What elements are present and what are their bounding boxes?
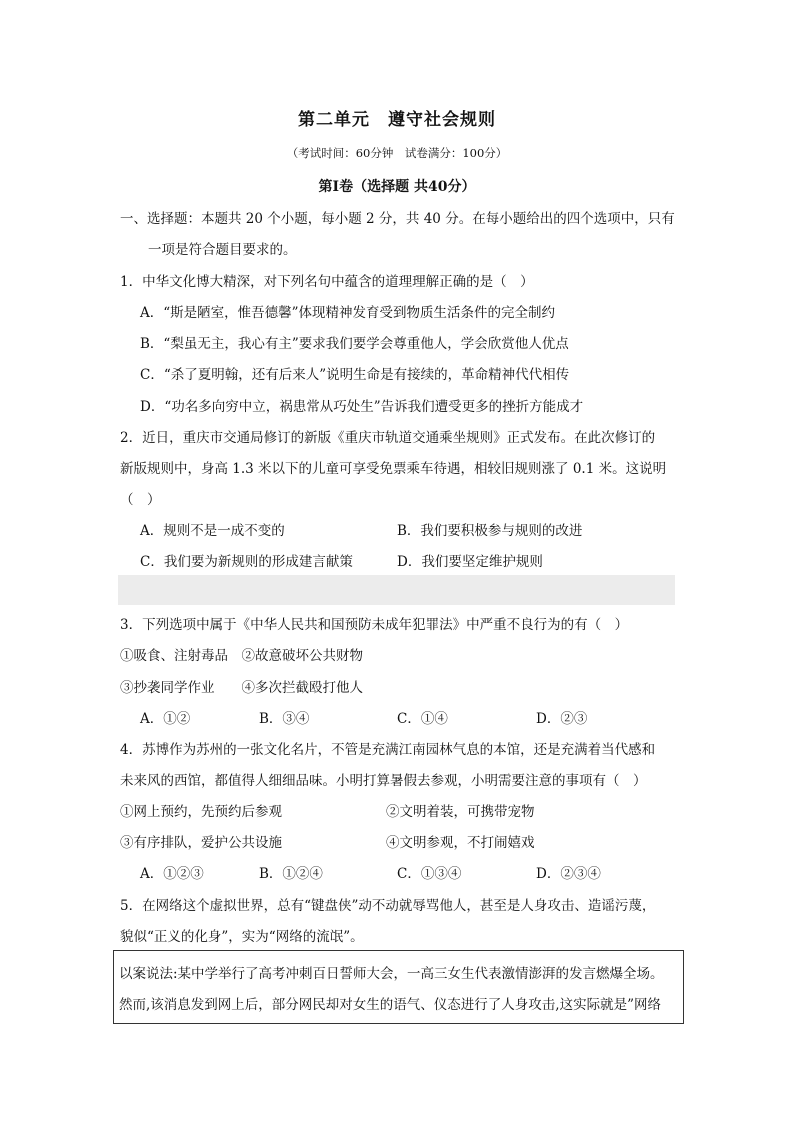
question-4-option-d: D．②③④ (536, 866, 601, 882)
instructions-line-2: 一项是符合题目要求的。 (148, 242, 297, 258)
exam-info: （考试时间：60分钟 试卷满分：100分） (286, 146, 508, 160)
question-4-item-4: ④文明参观，不打闹嬉戏 (386, 835, 535, 851)
question-4-option-a: A．①②③ (140, 866, 204, 882)
question-1-option-a: A．“斯是陋室，惟吾德馨”体现精神发育受到物质生活条件的完全制约 (140, 305, 556, 321)
question-2-option-a: A．规则不是一成不变的 (140, 523, 285, 539)
question-3-stem: 3．下列选项中属于《中华人民共和国预防未成年犯罪法》中严重不良行为的有（ ） (120, 617, 629, 633)
question-4-stem-line-1: 4．苏博作为苏州的一张文化名片，不管是充满江南园林气息的本馆，还是充满着当代感和 (120, 742, 656, 758)
blank-separator (118, 575, 675, 605)
question-2-answer-bracket: （ ） (120, 492, 161, 508)
section-heading: 第Ⅰ卷（选择题 共40分） (318, 179, 476, 195)
case-material-line-2: 然而,该消息发到网上后，部分网民却对女生的语气、仪态进行了人身攻击,这实际就是”网络 (119, 997, 661, 1013)
question-5-stem-line-2: 貌似“正义的化身”，实为“网络的流氓”。 (120, 929, 364, 945)
question-4-option-b: B．①②④ (259, 866, 323, 882)
question-1-option-d: D．“功名多向穷中立，祸患常从巧处生”告诉我们遭受更多的挫折方能成才 (140, 399, 584, 415)
instructions-line-1: 一、选择题：本题共 20 个小题，每小题 2 分，共 40 分。在每小题给出的四个选项中，只有 (120, 211, 675, 227)
question-1-option-c: C．“杀了夏明翰，还有后来人”说明生命是有接续的，革命精神代代相传 (140, 367, 570, 383)
question-2-option-b: B．我们要积极参与规则的改进 (397, 523, 583, 539)
question-4-stem-line-2: 未来风的西馆，都值得人细细品味。小明打算暑假去参观，小明需要注意的事项有（ ） (120, 773, 647, 789)
question-1-option-b: B．“梨虽无主，我心有主”要求我们要学会尊重他人，学会欣赏他人优点 (140, 336, 569, 352)
question-3-option-c: C．①④ (397, 711, 448, 727)
question-5-stem-line-1: 5．在网络这个虚拟世界，总有“键盘侠”动不动就辱骂他人，甚至是人身攻击、造谣污蔑， (120, 898, 656, 914)
page-title: 第二单元 遵守社会规则 (298, 110, 496, 130)
question-2-stem-line-2: 新版规则中，身高 1.3 米以下的儿童可享受免票乘车待遇，相较旧规则涨了 0.1 米。这说明 (120, 461, 667, 477)
question-1-stem: 1．中华文化博大精深，对下列名句中蕴含的道理理解正确的是（ ） (120, 274, 534, 290)
question-3-option-b: B．③④ (259, 711, 310, 727)
question-3-items-line-1: ①吸食、注射毒品 ②故意破坏公共财物 (120, 648, 363, 664)
question-3-option-a: A．①② (140, 711, 191, 727)
question-4-option-c: C．①③④ (397, 866, 462, 882)
question-4-item-2: ②文明着装，可携带宠物 (386, 804, 535, 820)
question-2-option-d: D．我们要坚定维护规则 (397, 554, 543, 570)
question-4-item-1: ①网上预约，先预约后参观 (120, 804, 282, 820)
question-3-option-d: D．②③ (536, 711, 588, 727)
case-material-line-1: 以案说法:某中学举行了高考冲刺百日誓师大会，一高三女生代表激情澎湃的发言燃爆全场。 (119, 966, 664, 982)
case-material-box (113, 950, 684, 1024)
question-2-option-c: C．我们要为新规则的形成建言献策 (140, 554, 353, 570)
question-3-items-line-2: ③抄袭同学作业 ④多次拦截殴打他人 (120, 680, 363, 696)
question-4-item-3: ③有序排队，爱护公共设施 (120, 835, 282, 851)
question-2-stem-line-1: 2．近日，重庆市交通局修订的新版《重庆市轨道交通乘坐规则》正式发布。在此次修订的 (120, 430, 656, 446)
